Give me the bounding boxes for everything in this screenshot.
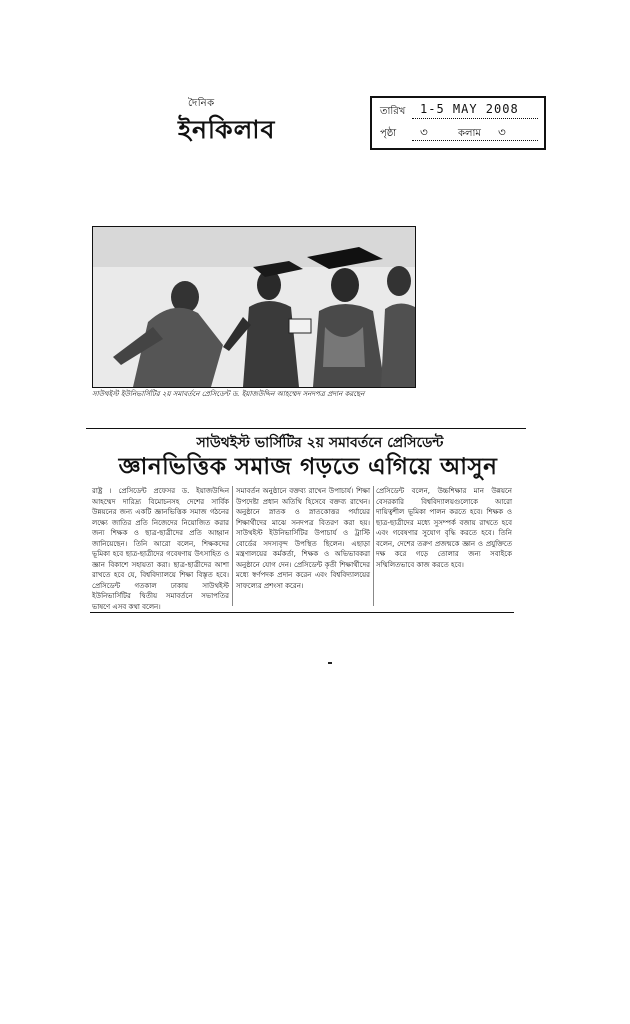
stamp-date-label: তারিখ bbox=[380, 106, 406, 117]
stamp-page-value: ৩ bbox=[420, 125, 428, 139]
divider bbox=[86, 428, 526, 429]
stamp-column-label: কলাম bbox=[458, 128, 481, 139]
article-column-1: রাষ্ট্র । প্রেসিডেন্ট প্রফেসর ড. ইয়াজউদ্দিন আহম্মেদ দারিদ্র্য বিমোচনসহ দেশের সার্বিক উন্নয়নের জন্য একটি জ্ঞানভিত্তিক সমাজ গঠনের লক্ষ্যে জাতির প্রতি নিজেদের নিয়োজিত করার জন্য শিক্ষক ও ছাত্র-ছাত্রীদের প্রতি আহ্বান জানিয়েছেন। তিনি আরো বলেন, শিক্ষকদের ভূমিকা হবে ছাত্র-ছাত্রীদের গবেষণায় উৎসাহিত ও জ্ঞান বিকাশে সহায়তা করা। ছাত্র-ছাত্রীদের আশা রাখতে হবে যে, বিশ্ববিদ্যালয়ে শিক্ষা বিস্তৃত হবে। প্রেসিডেন্ট গতকাল ঢাকায় সাউথইস্ট ইউনিভার্সিটির দ্বিতীয় সমাবর্তনে সভাপতির ভাষণে এসব কথা বলেন। bbox=[92, 487, 229, 611]
date-stamp bbox=[370, 96, 546, 150]
article-kicker: সাউথইস্ট ভার্সিটির ২য় সমাবর্তনে প্রেসিডেন্ট bbox=[196, 435, 444, 451]
article-column-3: প্রেসিডেন্ট বলেন, উচ্চশিক্ষার মান উন্নয়নে বেসরকারি বিশ্ববিদ্যালয়গুলোকে আরো দায়িত্বশীল ভূমিকা পালন করতে হবে। শিক্ষক ও ছাত্র-ছাত্রীদের মধ্যে সুসম্পর্ক বজায় রাখতে হবে এবং গবেষণার সুযোগ বৃদ্ধি করতে হবে। তিনি বলেন, দেশের তরুণ প্রজন্মকে জ্ঞান ও প্রযুক্তিতে দক্ষ করে গড়ে তোলার জন্য সবাইকে সম্মিলিতভাবে কাজ করতে হবে। bbox=[376, 487, 512, 569]
column-divider bbox=[232, 486, 233, 606]
photo-caption: সাউথইস্ট ইউনিভার্সিটির ২য় সমাবর্তনে প্রেসিডেন্ট ড. ইয়াজউদ্দিন আহম্মেদ সনদপত্র প্রদান করছেন bbox=[92, 390, 365, 398]
column-divider bbox=[373, 486, 374, 606]
news-photo bbox=[92, 226, 416, 388]
article-column-2: সমাবর্তন অনুষ্ঠানে বক্তব্য রাখেন উপাচার্য। শিক্ষা উপদেষ্টা প্রধান অতিথি হিসেবে বক্তব্য রাখেন। অনুষ্ঠানে স্নাতক ও স্নাতকোত্তর পর্যায়ের শিক্ষার্থীদের মাঝে সনদপত্র বিতরণ করা হয়। সাউথইস্ট ইউনিভার্সিটির উপাচার্য ও ট্রাস্টি বোর্ডের সদস্যবৃন্দ উপস্থিত ছিলেন। এছাড়া মন্ত্রণালয়ের কর্মকর্তা, শিক্ষক ও অভিভাবকরা অনুষ্ঠানে যোগ দেন। প্রেসিডেন্ট কৃতী শিক্ষার্থীদের মধ্যে স্বর্ণপদক প্রদান করেন এবং বিশ্ববিদ্যালয়ের সাফল্যের প্রশংসা করেন। bbox=[236, 487, 370, 590]
photo-illustration bbox=[93, 227, 415, 387]
stamp-page-label: পৃষ্ঠা bbox=[380, 128, 397, 139]
masthead-tagline: দৈনিক bbox=[188, 98, 215, 109]
divider bbox=[90, 612, 514, 613]
stamp-column-value: ৩ bbox=[498, 125, 506, 139]
newspaper-masthead: ইনকিলাব bbox=[178, 115, 276, 144]
speck bbox=[328, 662, 332, 664]
article-headline: জ্ঞানভিত্তিক সমাজ গড়তে এগিয়ে আসুন bbox=[118, 453, 498, 480]
stamp-date-value: 1-5 MAY 2008 bbox=[420, 102, 519, 116]
